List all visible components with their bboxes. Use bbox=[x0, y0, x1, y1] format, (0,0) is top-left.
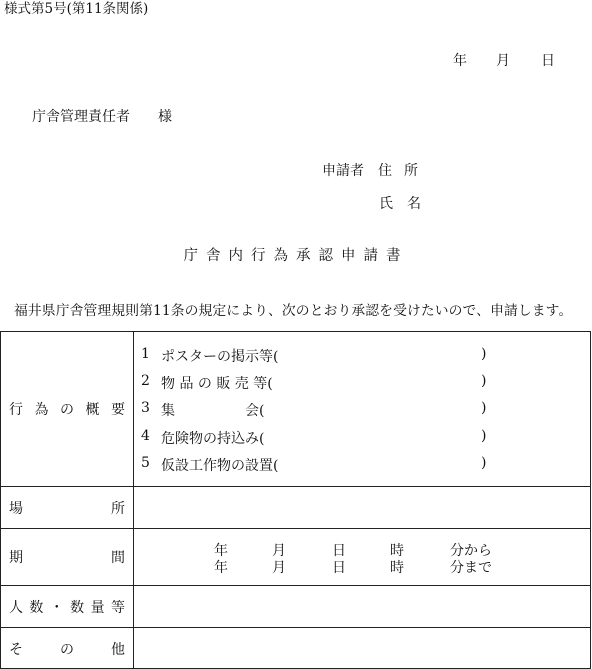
place-row bbox=[1, 486, 590, 528]
date-day-label: 日 bbox=[541, 53, 555, 69]
name-label-2: 名 bbox=[407, 196, 421, 212]
activity-label-cell bbox=[1, 332, 134, 486]
activity-item: 3 集 会( ) bbox=[141, 400, 487, 419]
form-number: 様式第5号(第11条関係) bbox=[4, 1, 149, 17]
other-row bbox=[1, 627, 590, 669]
period-from-line: 年 月 日 時 分から bbox=[214, 543, 492, 559]
document-title: 庁舎内行為承認申請書 bbox=[183, 248, 409, 264]
count-label: 人 数 ・ 数 量 等 bbox=[9, 599, 125, 616]
addressee-line bbox=[32, 108, 172, 126]
activity-item: 2 物 品 の 販 売 等( ) bbox=[141, 373, 487, 392]
addressee-honorific: 様 bbox=[158, 109, 172, 125]
period-label-cell bbox=[1, 529, 134, 585]
period-value-cell[interactable] bbox=[134, 529, 590, 585]
date-year-label: 年 bbox=[453, 53, 467, 69]
activity-items-cell bbox=[134, 332, 590, 486]
activity-item: 5 仮設工作物の設置( ) bbox=[141, 455, 487, 474]
address-label-2: 所 bbox=[404, 163, 418, 179]
activity-label: 行 為 の 概 要 bbox=[9, 402, 125, 418]
place-value-cell[interactable] bbox=[134, 487, 590, 528]
addressee-name: 庁舎管理責任者 bbox=[32, 109, 130, 125]
period-label: 期 間 bbox=[9, 550, 125, 566]
other-label: そ の 他 bbox=[9, 641, 125, 658]
applicant-address-row bbox=[322, 162, 418, 180]
count-row bbox=[1, 585, 590, 627]
application-form-table bbox=[0, 331, 591, 669]
place-label-cell bbox=[1, 487, 134, 528]
place-label: 場 所 bbox=[9, 500, 125, 517]
activity-item: 1 ポスターの掲示等( ) bbox=[141, 346, 487, 365]
count-label-cell bbox=[1, 586, 134, 627]
other-label-cell bbox=[1, 628, 134, 669]
period-to-line: 年 月 日 時 分まで bbox=[214, 560, 492, 576]
other-value-cell[interactable] bbox=[134, 628, 590, 669]
activity-row bbox=[1, 332, 590, 486]
address-label-1: 住 bbox=[378, 163, 392, 179]
applicant-label: 申請者 bbox=[322, 163, 364, 179]
name-label-1: 氏 bbox=[379, 196, 393, 212]
activity-item: 4 危険物の持込み( ) bbox=[141, 428, 487, 447]
preamble-text: 福井県庁舎管理規則第11条の規定により、次のとおり承認を受けたいので、申請します。 bbox=[14, 303, 573, 319]
date-month-label: 月 bbox=[496, 53, 510, 69]
period-row bbox=[1, 528, 590, 585]
applicant-name-row bbox=[379, 195, 421, 213]
count-value-cell[interactable] bbox=[134, 586, 590, 627]
